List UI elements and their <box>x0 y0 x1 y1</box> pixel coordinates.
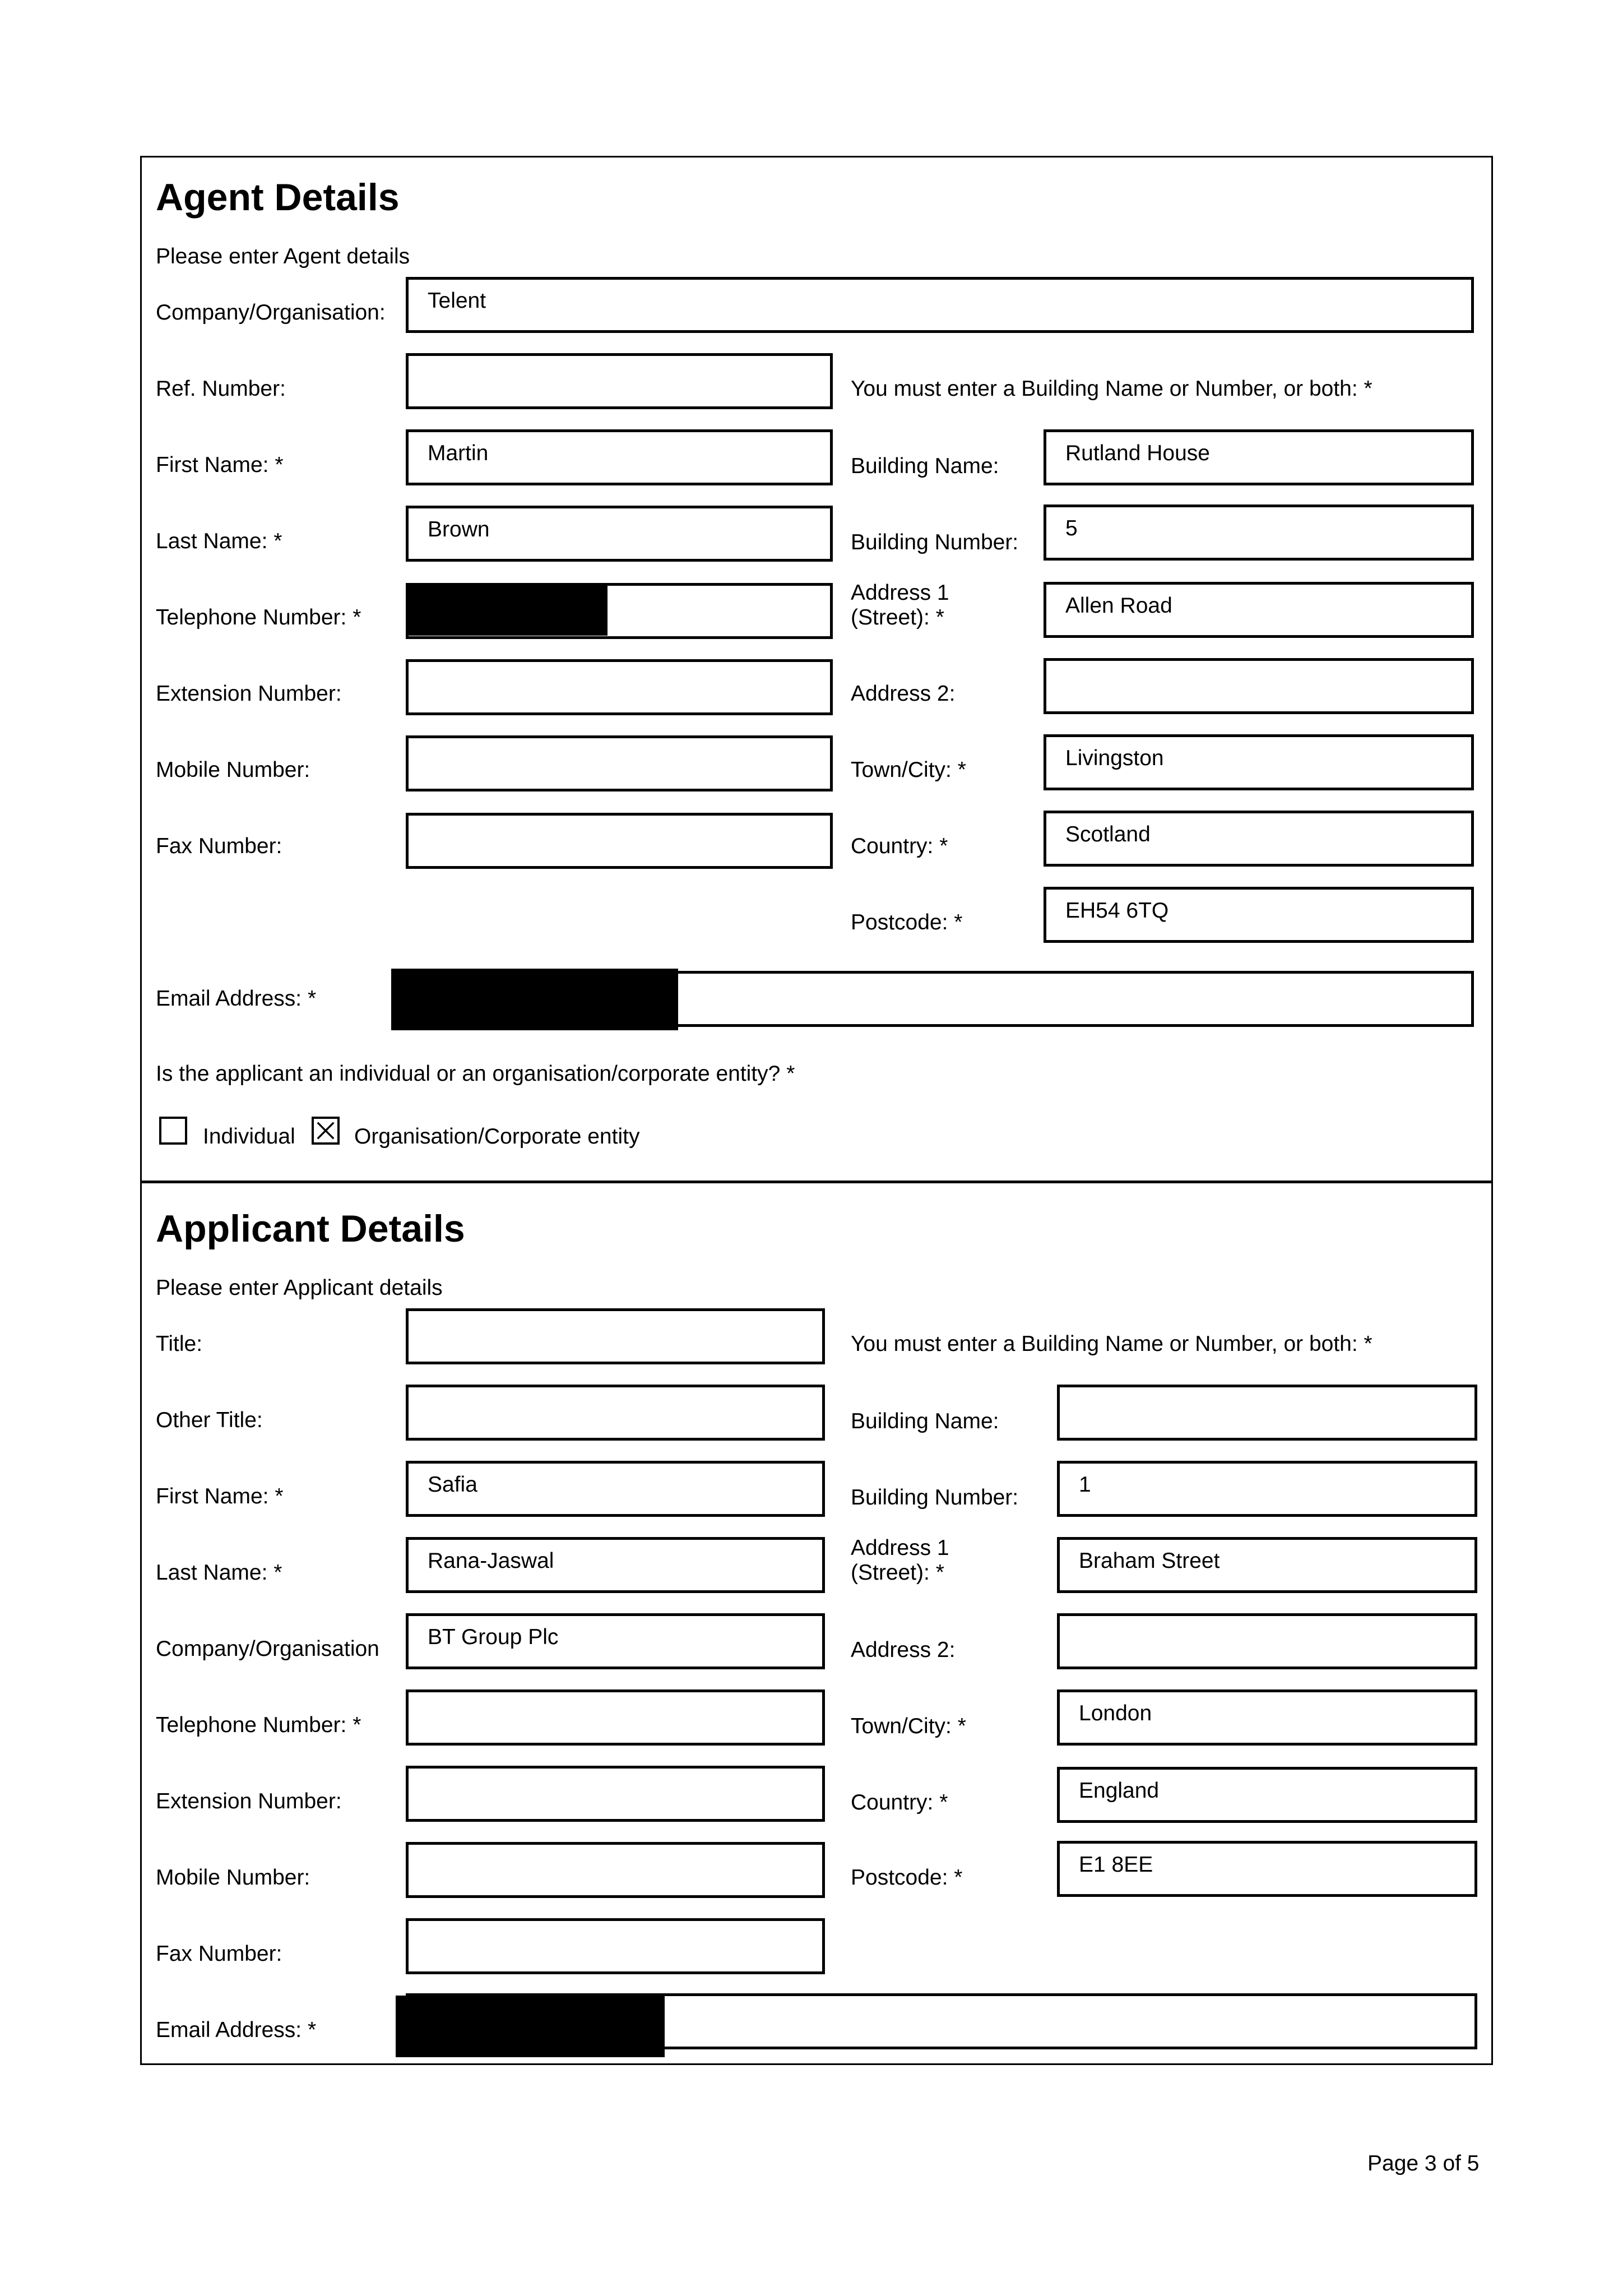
agent-first-name-value: Martin <box>428 441 489 465</box>
agent-last-name-value: Brown <box>428 517 490 541</box>
agent-ref-field[interactable] <box>406 353 833 409</box>
agent-first-name-field[interactable] <box>406 429 833 485</box>
applicant-fax-field[interactable] <box>406 1918 825 1974</box>
agent-mobile-field[interactable] <box>406 735 833 791</box>
applicant-fax-label: Fax Number: <box>156 1942 282 1966</box>
agent-country-label: Country: * <box>851 834 948 858</box>
agent-ref-label: Ref. Number: <box>156 377 286 401</box>
agent-building-name-value: Rutland House <box>1065 441 1210 465</box>
agent-address2-label: Address 2: <box>851 682 956 706</box>
applicant-extension-field[interactable] <box>406 1766 825 1822</box>
applicant-company-value: BT Group Plc <box>428 1625 559 1649</box>
applicant-other-title-label: Other Title: <box>156 1408 263 1432</box>
agent-fax-field[interactable] <box>406 813 833 869</box>
applicant-town-field[interactable] <box>1057 1689 1477 1746</box>
applicant-title-label: Title: <box>156 1332 203 1356</box>
agent-subheading: Please enter Agent details <box>156 244 410 269</box>
applicant-heading: Applicant Details <box>156 1207 465 1250</box>
applicant-mobile-field[interactable] <box>406 1842 825 1898</box>
applicant-company-field[interactable] <box>406 1613 825 1669</box>
agent-building-name-label: Building Name: <box>851 454 999 478</box>
applicant-first-name-value: Safia <box>428 1473 477 1497</box>
agent-town-label: Town/City: * <box>851 758 966 782</box>
applicant-building-number-value: 1 <box>1079 1473 1091 1497</box>
agent-email-label: Email Address: * <box>156 987 317 1011</box>
individual-checkbox[interactable] <box>159 1117 187 1145</box>
organisation-label: Organisation/Corporate entity <box>354 1124 640 1149</box>
applicant-postcode-label: Postcode: * <box>851 1866 963 1890</box>
agent-address2-field[interactable] <box>1044 658 1474 714</box>
agent-address1-label-line1: Address 1 <box>851 581 949 605</box>
applicant-email-label: Email Address: * <box>156 2018 317 2042</box>
applicant-building-note: You must enter a Building Name or Number, or both: * <box>851 1332 1372 1356</box>
agent-building-number-field[interactable] <box>1044 504 1474 561</box>
agent-building-number-label: Building Number: <box>851 530 1019 554</box>
applicant-first-name-label: First Name: * <box>156 1484 284 1508</box>
agent-telephone-label: Telephone Number: * <box>156 605 361 629</box>
applicant-building-name-label: Building Name: <box>851 1409 999 1433</box>
agent-country-value: Scotland <box>1065 822 1151 846</box>
agent-mobile-label: Mobile Number: <box>156 758 310 782</box>
redaction-block <box>408 583 608 636</box>
agent-last-name-label: Last Name: * <box>156 529 282 553</box>
applicant-building-name-field[interactable] <box>1057 1385 1477 1441</box>
agent-extension-field[interactable] <box>406 659 833 715</box>
applicant-company-label: Company/Organisation <box>156 1637 379 1661</box>
section-divider <box>140 1181 1493 1183</box>
agent-postcode-value: EH54 6TQ <box>1065 899 1169 923</box>
applicant-town-value: London <box>1079 1701 1152 1725</box>
applicant-first-name-field[interactable] <box>406 1461 825 1517</box>
applicant-address1-value: Braham Street <box>1079 1549 1220 1573</box>
agent-building-number-value: 5 <box>1065 516 1078 540</box>
applicant-mobile-label: Mobile Number: <box>156 1866 310 1890</box>
individual-label: Individual <box>203 1124 295 1149</box>
applicant-town-label: Town/City: * <box>851 1714 966 1738</box>
applicant-country-value: England <box>1079 1779 1160 1803</box>
agent-first-name-label: First Name: * <box>156 453 284 477</box>
applicant-subheading: Please enter Applicant details <box>156 1276 443 1300</box>
agent-fax-label: Fax Number: <box>156 834 282 858</box>
applicant-address1-label-line2: (Street): * <box>851 1561 944 1585</box>
agent-postcode-field[interactable] <box>1044 887 1474 943</box>
agent-company-value: Telent <box>428 289 486 313</box>
agent-address1-value: Allen Road <box>1065 594 1172 618</box>
applicant-last-name-label: Last Name: * <box>156 1561 282 1585</box>
agent-address1-label-line2: (Street): * <box>851 605 944 629</box>
applicant-country-label: Country: * <box>851 1790 948 1814</box>
applicant-last-name-field[interactable] <box>406 1537 825 1593</box>
applicant-other-title-field[interactable] <box>406 1385 825 1441</box>
agent-country-field[interactable] <box>1044 811 1474 867</box>
organisation-checkbox[interactable] <box>312 1117 340 1145</box>
applicant-postcode-field[interactable] <box>1057 1841 1477 1897</box>
applicant-last-name-value: Rana-Jaswal <box>428 1549 554 1573</box>
agent-applicant-type-question: Is the applicant an individual or an organisation/corporate entity? * <box>156 1062 795 1086</box>
agent-last-name-field[interactable] <box>406 506 833 562</box>
agent-building-note: You must enter a Building Name or Number, or both: * <box>851 377 1372 401</box>
agent-town-value: Livingston <box>1065 746 1164 770</box>
applicant-address1-field[interactable] <box>1057 1537 1477 1593</box>
redaction-block <box>396 1996 665 2057</box>
agent-town-field[interactable] <box>1044 734 1474 790</box>
applicant-building-number-label: Building Number: <box>851 1485 1019 1510</box>
applicant-extension-label: Extension Number: <box>156 1789 342 1813</box>
applicant-address2-field[interactable] <box>1057 1613 1477 1669</box>
agent-address1-field[interactable] <box>1044 582 1474 638</box>
agent-company-label: Company/Organisation: <box>156 300 386 325</box>
agent-company-field[interactable] <box>406 277 1474 333</box>
applicant-postcode-value: E1 8EE <box>1079 1853 1153 1877</box>
applicant-telephone-label: Telephone Number: * <box>156 1713 361 1737</box>
redaction-block <box>391 969 678 1030</box>
page-number: Page 3 of 5 <box>1367 2151 1480 2175</box>
agent-building-name-field[interactable] <box>1044 429 1474 485</box>
applicant-building-number-field[interactable] <box>1057 1461 1477 1517</box>
applicant-address1-label-line1: Address 1 <box>851 1536 949 1560</box>
applicant-telephone-field[interactable] <box>406 1689 825 1746</box>
applicant-country-field[interactable] <box>1057 1767 1477 1823</box>
checkbox-cross-icon <box>314 1119 337 1142</box>
agent-extension-label: Extension Number: <box>156 682 342 706</box>
applicant-title-field[interactable] <box>406 1308 825 1364</box>
applicant-address2-label: Address 2: <box>851 1638 956 1662</box>
agent-heading: Agent Details <box>156 176 400 219</box>
agent-postcode-label: Postcode: * <box>851 910 963 934</box>
